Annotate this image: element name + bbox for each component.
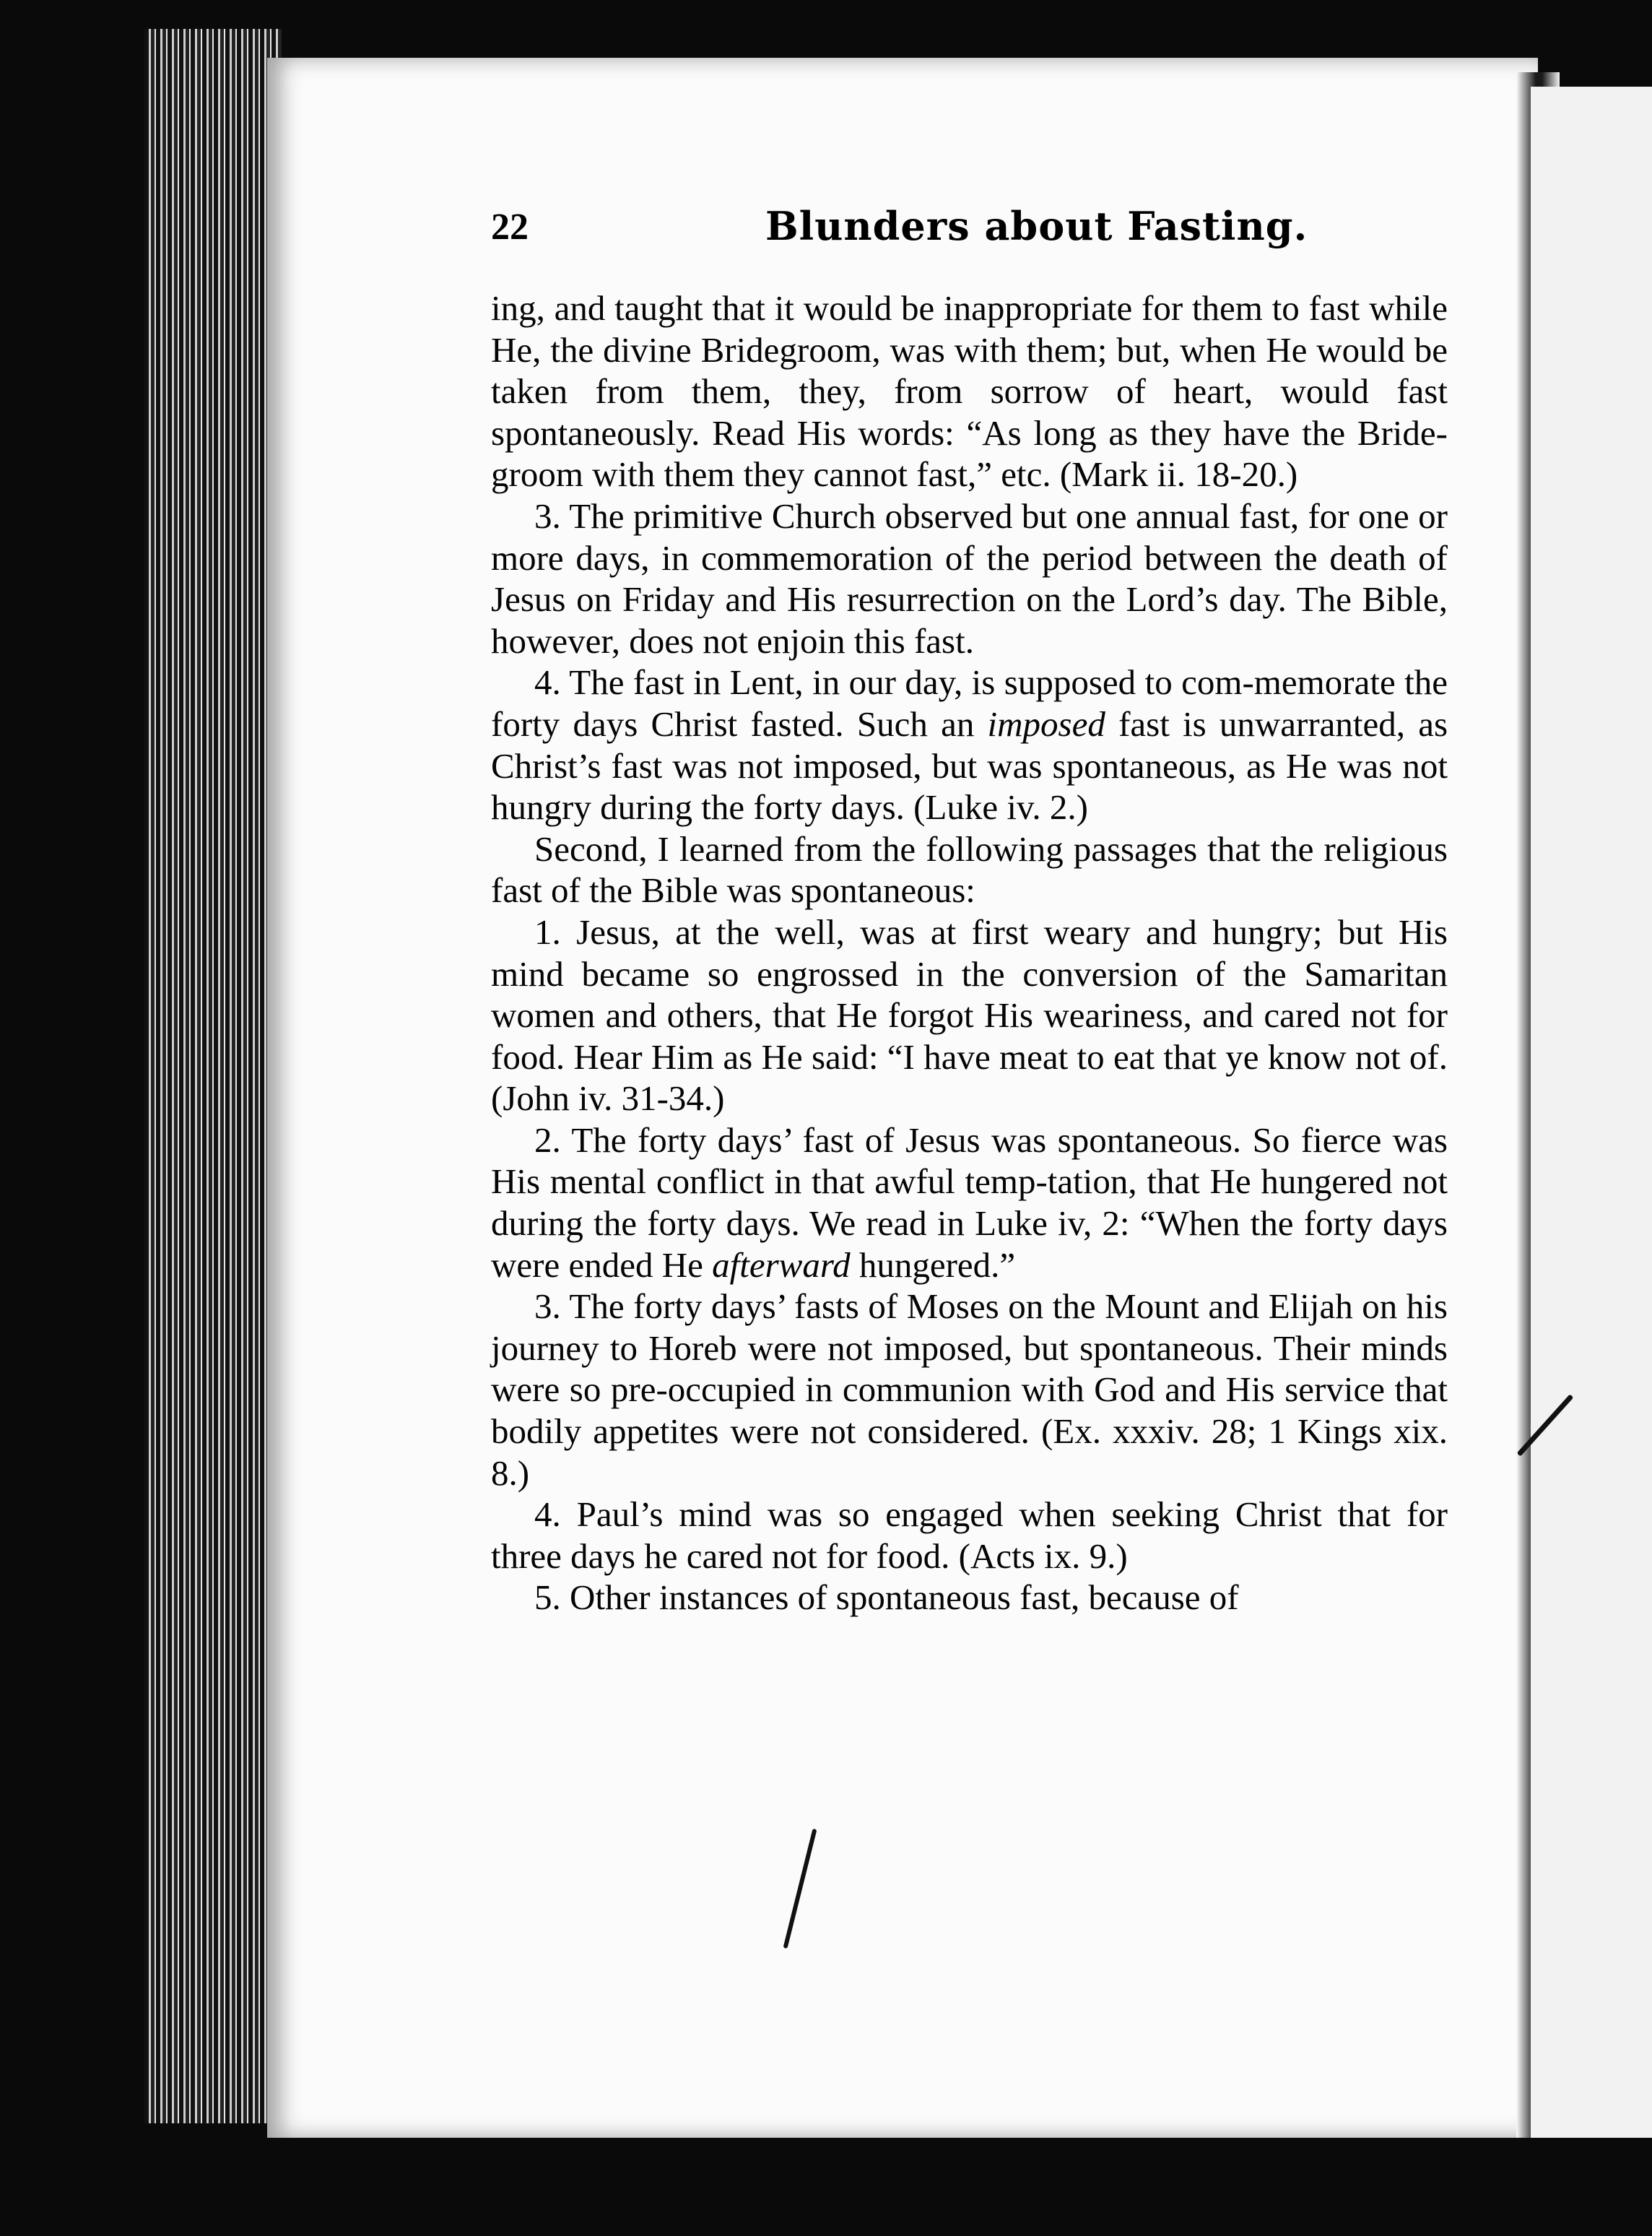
book-page-edges	[144, 29, 282, 2123]
text-span: 2. The forty days’ fast of Jesus was spontaneous. So fierce was His mental conflict in that awful temp-tation, that He hungered not during the forty days. We read in Luke iv, 2: “When the forty days were ended He	[491, 1119, 1448, 1285]
page-header	[491, 203, 1458, 256]
body-text	[491, 287, 1448, 1618]
paragraph: ing, and taught that it would be inappropriate for them to fast while He, the divine Bridegroom, was with them; but, when He would be taken from them, they, from sorrow of heart, would fast spontaneously. Read His words: “As long as they have the Bride-groom with them they cannot fast,” etc. (Mark ii. 18-20.)	[491, 288, 1448, 495]
page-number: 22	[491, 207, 529, 248]
paragraph: 5. Other instances of spontaneous fast, because of	[534, 1577, 1239, 1618]
paragraph	[491, 1119, 1448, 1286]
running-title: Blunders about Fasting.	[765, 203, 1308, 249]
paragraph: 3. The forty days’ fasts of Moses on the Mount and Elijah on his journey to Horeb were not imposed, but spontaneous. Their minds were so pre-occupied in communion with God and His service that bodily appetites were not considered. (Ex. xxxiv. 28; 1 Kings xix. 8.)	[491, 1286, 1448, 1493]
text-span: 4. The fast in Lent, in our day, is supposed to com-memorate the forty days Christ fasted. Such an	[491, 662, 1448, 744]
facing-page-edge	[1531, 87, 1652, 2167]
emphasis: imposed	[987, 703, 1105, 744]
text-span: hungered.”	[858, 1244, 1016, 1285]
paragraph: Second, I learned from the following passages that the religious fast of the Bible was spontaneous:	[491, 828, 1448, 911]
paragraph: 3. The primitive Church observed but one annual fast, for one or more days, in commemoration of the period between the death of Jesus on Friday and His resurrection on the Lord’s day. The Bible, however, does not enjoin this fast.	[491, 495, 1448, 661]
text-span: fast is unwarranted, as Christ’s fast was not imposed, but was spontaneous, as He was not hungry during the forty days. (Luke iv. 2.)	[491, 703, 1448, 828]
paragraph	[491, 662, 1448, 828]
paragraph: 1. Jesus, at the well, was at first weary and hungry; but His mind became so engrossed in the conversion of the Samaritan women and others, that He forgot His weariness, and cared not for food. Hear Him as He said: “I have meat to eat that ye know not of. (John iv. 31-34.)	[491, 911, 1448, 1119]
paragraph: 4. Paul’s mind was so engaged when seeking Christ that for three days he cared not for food. (Acts ix. 9.)	[491, 1494, 1448, 1576]
scan-border	[0, 2138, 1652, 2236]
emphasis: afterward	[712, 1244, 851, 1285]
